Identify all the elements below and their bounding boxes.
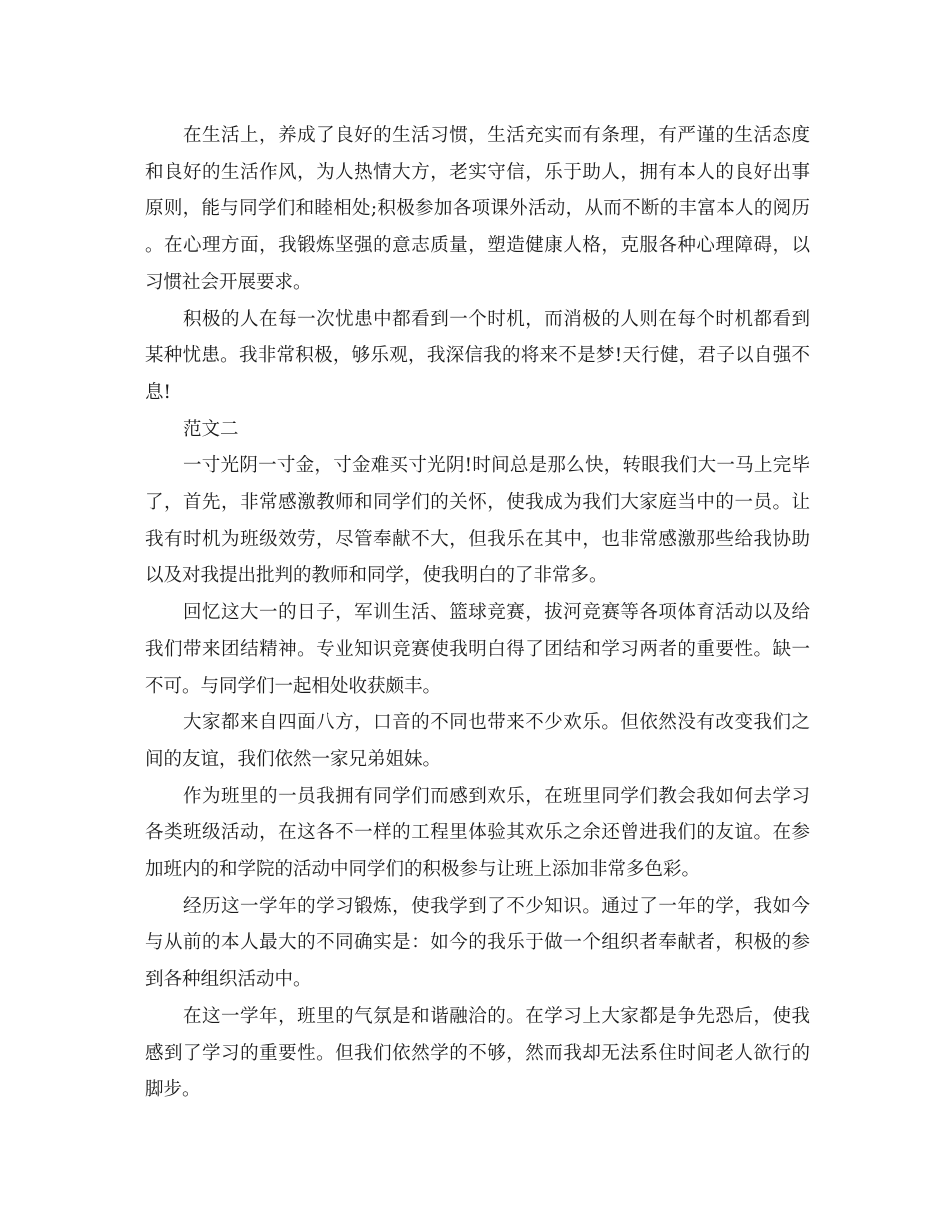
paragraph-class-atmosphere: 在这一学年，班里的气氛是和谐融洽的。在学习上大家都是争先恐后，使我感到了学习的重要性。但我们依然学的不够，然而我却无法系住时间老人欲行的脚步。 [145,1005,810,1101]
paragraph-freshman-memories: 回忆这大一的日子，军训生活、篮球竞赛，拔河竞赛等各项体育活动以及给我们带来团结精神。专业知识竞赛使我明白得了团结和学习两者的重要性。缺一不可。与同学们一起相处收获颇丰。 [145,602,810,697]
paragraph-time-flies: 一寸光阴一寸金，寸金难买寸光阴!时间总是那么快，转眼我们大一马上完毕了，首先，非常感激教师和同学们的关怀，使我成为我们大家庭当中的一员。让我有时机为班级效劳，尽管奉献不大，但我乐在其中，也非常感激那些给我协助以及对我提出批判的教师和同学，使我明白的了非常多。 [145,455,810,587]
paragraph-year-experience: 经历这一学年的学习锻炼，使我学到了不少知识。通过了一年的学，我如今与从前的本人最大的不同确实是：如今的我乐于做一个组织者奉献者，积极的参到各种组织活动中。 [145,895,810,991]
paragraph-positive-attitude: 积极的人在每一次忧患中都看到一个时机，而消极的人则在每个时机都看到某种忧患。我非常积极，够乐观，我深信我的将来不是梦!天行健，君子以自强不息! [145,308,811,403]
paragraph-classmates-origin: 大家都来自四面八方，口音的不同也带来不少欢乐。但依然没有改变我们之间的友谊，我们依然一家兄弟姐妹。 [145,712,810,770]
document-body [145,118,810,1109]
paragraph-class-member: 作为班里的一员我拥有同学们而感到欢乐，在班里同学们教会我如何去学习各类班级活动，在这各不一样的工程里体验其欢乐之余还曾进我们的友谊。在参加班内的和学院的活动中同学们的积极参与让班上添加非常多色彩。 [145,785,810,881]
paragraph-life-habits: 在生活上，养成了良好的生活习惯，生活充实而有条理，有严谨的生活态度和良好的生活作风，为人热情大方，老实守信，乐于助人，拥有本人的良好出事原则，能与同学们和睦相处;积极参加各项课外活动，从而不断的丰富本人的阅历。在心理方面，我锻炼坚强的意志质量，塑造健康人格，克服各种心理障碍，以习惯社会开展要求。 [145,125,810,293]
section-heading-sample-two: 范文二 [183,418,239,440]
